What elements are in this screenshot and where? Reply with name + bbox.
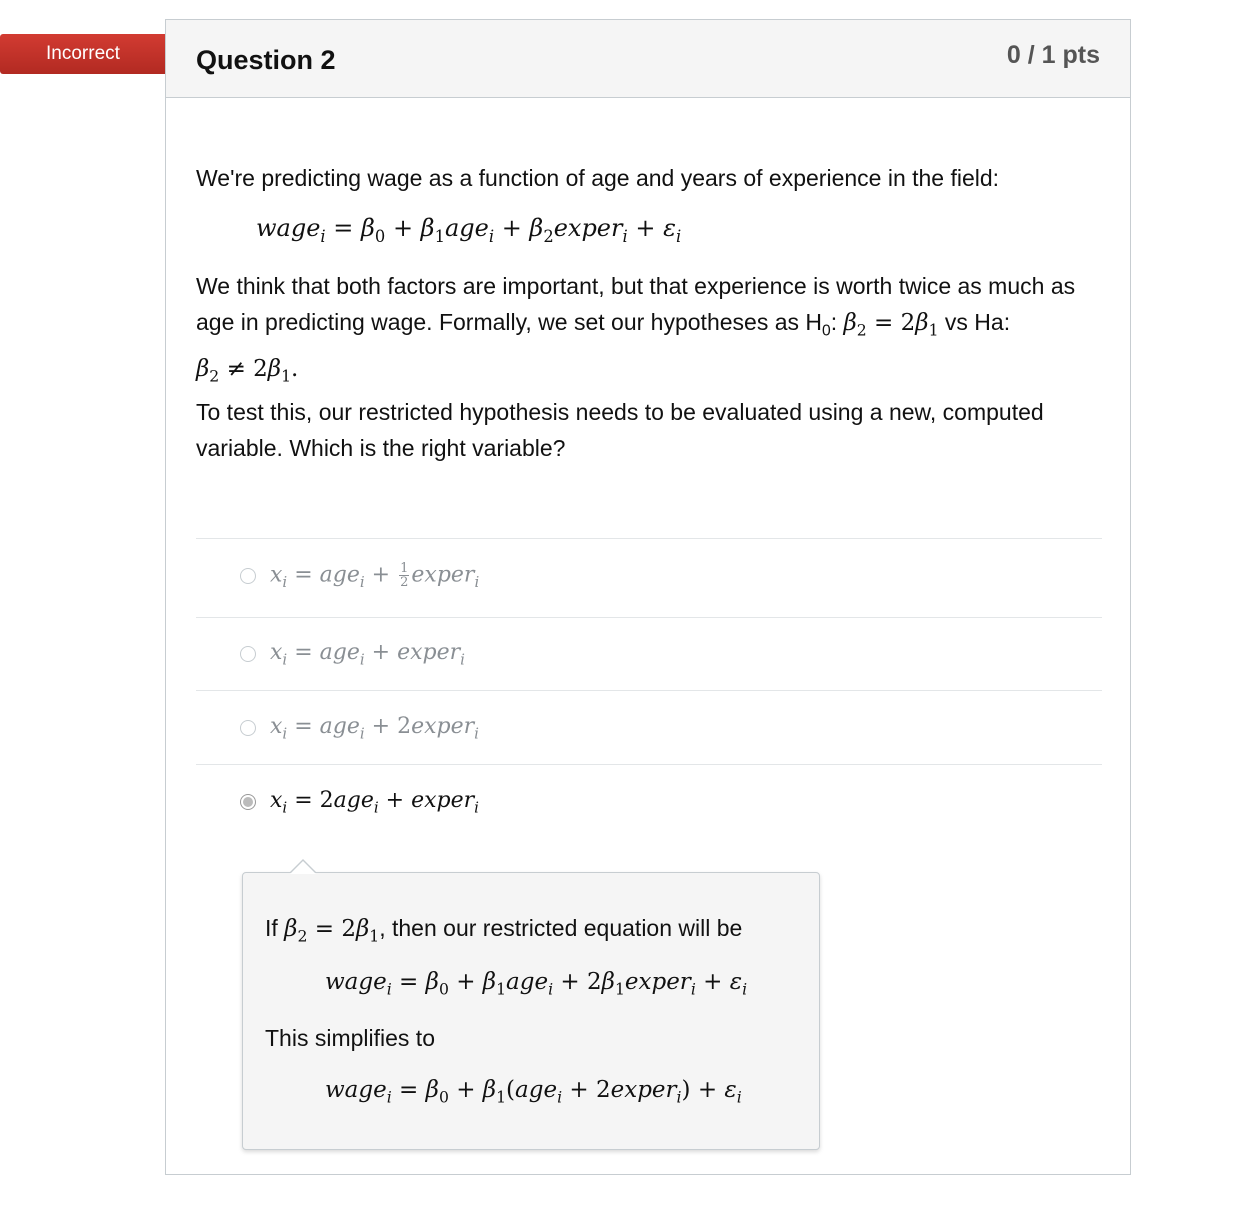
- hypothesis-text: We think that both factors are important, but that experience is worth twice as much as age in predicting wage. Formally, we set our hypotheses as H: [196, 273, 1076, 335]
- incorrect-banner: Incorrect: [0, 34, 174, 74]
- model-equation: wage$_i$ = $\beta_0 + \beta_1age_i$ + $\beta_2exper_i + \varepsilon_i$: [256, 214, 682, 246]
- question-prompt: To test this, our restricted hypothesis needs to be evaluated using a new, computed variable. Which is the right variable?: [196, 399, 1044, 461]
- radio-button-selected[interactable]: [240, 794, 256, 810]
- feedback-condition: $\beta_2 = 2\beta_1$: [284, 916, 380, 946]
- question-card: [165, 19, 1131, 1175]
- question-title: Question 2: [196, 45, 336, 75]
- radio-button[interactable]: [240, 568, 256, 584]
- answer-label-2: $x_i = age_i$ + exper$_i$: [270, 639, 465, 669]
- answer-divider: [196, 617, 1102, 618]
- answer-feedback: [242, 872, 820, 1150]
- question-header: [166, 20, 1130, 98]
- question-intro: We're predicting wage as a function of age and years of experience in the field:: [196, 165, 1000, 191]
- question-points: 0 / 1 pts: [1006, 41, 1100, 69]
- h0-equation: $\beta_2 = 2\beta_1$: [843, 310, 939, 340]
- answer-option-4-selected[interactable]: [240, 782, 479, 822]
- answer-divider: [196, 690, 1102, 691]
- answer-option-3[interactable]: [240, 708, 479, 748]
- feedback-equation-1: wage$_i$ = $\beta_0 + \beta_1age_i$ + $2\beta_1exper_i + \varepsilon_i$: [325, 969, 748, 999]
- radio-button[interactable]: [240, 646, 256, 662]
- hypothesis-paragraph: We think that both factors are important, but that experience is worth twice as much as age in predicting wage. Formally, we set our hypotheses as $H_0$: $\beta_2 = 2\beta_1$ vs Ha: $\beta_2 \ne 2\beta_1$.: [196, 273, 1076, 386]
- answer-divider: [196, 764, 1102, 765]
- feedback-line-2: This simplifies to: [265, 1025, 435, 1051]
- ha-equation: $\beta_2 \ne 2\beta_1$.: [196, 355, 299, 386]
- feedback-line-1: If $\beta_2 = 2\beta_1$, then our restricted equation will be: [265, 915, 743, 946]
- answer-divider: [196, 538, 1102, 539]
- hypothesis-vs: vs Ha:: [944, 309, 1011, 335]
- answer-label-1: $x_i = age_i$ + $\frac{1}{2}$ exper$_i$: [270, 560, 480, 591]
- h0-subscript: 0: [822, 322, 831, 340]
- answer-label-3: $x_i = age_i$ + 2exper$_i$: [270, 713, 479, 743]
- answer-label-4: $x_i = 2age_i$ + exper$_i$: [270, 787, 479, 817]
- answer-option-2[interactable]: [240, 634, 465, 674]
- radio-button[interactable]: [240, 720, 256, 736]
- answer-option-1[interactable]: [240, 556, 479, 596]
- feedback-equation-2: wage$_i$ = $\beta_0 + \beta_1(age_i$ + 2exper$_i$) + $\varepsilon_i$: [325, 1077, 742, 1107]
